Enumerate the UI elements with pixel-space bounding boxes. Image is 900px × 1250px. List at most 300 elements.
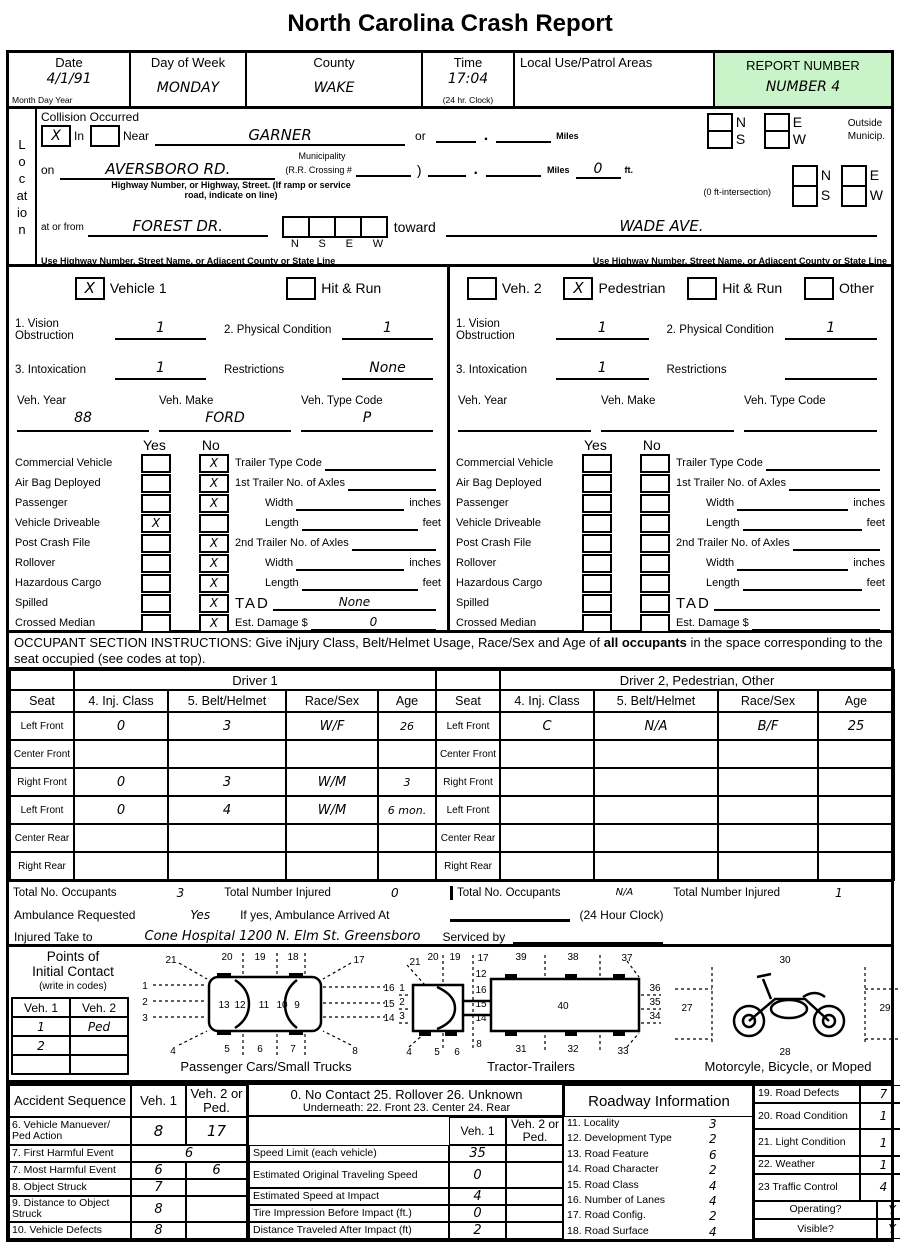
moto-diagram-panel <box>667 947 900 1080</box>
tractor-trailer-contact-diagram <box>395 947 667 1061</box>
injured-taken-value[interactable]: Cone Hospital 1200 N. Elm St. Greensboro <box>138 929 428 946</box>
distance-after-impact-label: Distance Traveled After Impact (ft) <box>249 1222 449 1239</box>
svg-text:30: 30 <box>779 955 791 966</box>
inj-class-cell-left[interactable] <box>74 824 168 852</box>
tire-impression-veh2-value[interactable] <box>506 1205 564 1222</box>
operating-value[interactable]: Y <box>877 1201 900 1220</box>
contact-title-line1: Points of <box>46 949 100 964</box>
intoxication-value[interactable]: 1 <box>115 360 206 380</box>
race-sex-cell-right[interactable] <box>718 768 818 796</box>
miles-blank-2[interactable] <box>496 129 551 143</box>
maneuver-veh1-value[interactable]: 8 <box>131 1117 186 1145</box>
trailer-field-value[interactable] <box>302 575 418 591</box>
no-checkbox[interactable] <box>640 494 670 513</box>
veh-year-value[interactable]: 88 <box>17 410 149 432</box>
miles-label-2: Miles <box>547 165 570 175</box>
trailer-field-label: 1st Trailer No. of Axles <box>235 477 346 489</box>
no-checkbox[interactable]: X <box>199 554 229 573</box>
trailer-field-value[interactable]: 0 <box>311 615 436 631</box>
bottom-tables-section <box>9 1083 896 1239</box>
decimal-dot-2: . <box>473 161 478 178</box>
no-checkbox[interactable]: X <box>199 534 229 553</box>
toward-street-value[interactable]: WADE AVE. <box>446 217 877 237</box>
yes-checkbox[interactable] <box>141 474 171 493</box>
trailer-field-value[interactable] <box>743 575 862 591</box>
impact-speed-veh2-value[interactable] <box>506 1188 564 1205</box>
or-label: or <box>415 129 426 143</box>
occupant-row <box>10 712 894 740</box>
e-direction-checkbox[interactable] <box>334 216 362 238</box>
tractor-diagram-caption: Tractor-Trailers <box>487 1059 575 1074</box>
occupant-row <box>10 740 894 768</box>
ew-checkbox-stack-2 <box>841 165 883 205</box>
yes-checkbox[interactable] <box>141 494 171 513</box>
attribute-label: Post Crash File <box>15 537 91 549</box>
inj-class-cell-right[interactable] <box>500 740 594 768</box>
occupant-row <box>10 824 894 852</box>
tractor-diagram-panel <box>395 947 667 1080</box>
trailer-field-label: Length <box>265 517 299 529</box>
seat-label-right: Right Rear <box>436 852 500 880</box>
light-condition-value[interactable]: 1 <box>860 1129 900 1156</box>
no-checkbox[interactable] <box>199 514 229 533</box>
race-sex-cell-right[interactable] <box>718 796 818 824</box>
distance-after-impact-veh2-value[interactable] <box>506 1222 564 1239</box>
svg-text:39: 39 <box>515 952 527 963</box>
age-cell-right[interactable] <box>818 824 894 852</box>
yes-checkbox[interactable] <box>582 494 612 513</box>
belt-helmet-cell-left[interactable]: 3 <box>168 768 286 796</box>
roadway-information-table <box>564 1085 754 1239</box>
contact-code-row <box>12 1017 128 1036</box>
total-occupants-value-left[interactable]: 3 <box>176 885 185 900</box>
traffic-control-value[interactable]: 4 <box>860 1174 900 1201</box>
svg-text:32: 32 <box>567 1044 579 1055</box>
outside-municip-label: Outside Municip. <box>847 118 885 142</box>
car-diagram-panel <box>137 947 395 1080</box>
trailer-field-value[interactable] <box>325 455 436 471</box>
yes-checkbox[interactable]: X <box>141 514 171 533</box>
yes-checkbox[interactable] <box>141 594 171 613</box>
maneuver-veh2-value[interactable]: 17 <box>186 1117 247 1145</box>
n-direction-checkbox[interactable] <box>282 216 310 238</box>
ambulance-requested-value[interactable]: Yes <box>190 908 211 922</box>
vehicle-attribute-row <box>456 453 885 473</box>
date-cell <box>9 53 131 106</box>
collision-occurred-label: Collision Occurred <box>41 110 140 124</box>
no-checkbox[interactable] <box>640 574 670 593</box>
yes-checkbox[interactable] <box>582 554 612 573</box>
svg-text:35: 35 <box>649 997 661 1008</box>
contact-veh2-code[interactable]: Ped <box>70 1017 128 1036</box>
at-or-from-label: at or from <box>41 221 84 233</box>
age-cell-right[interactable] <box>818 852 894 880</box>
inj-class-cell-right[interactable] <box>500 852 594 880</box>
trailer-field-value[interactable] <box>737 555 848 571</box>
race-sex-cell-right[interactable] <box>718 824 818 852</box>
race-sex-cell-left[interactable]: W/M <box>286 796 378 824</box>
vehicle2-column <box>450 267 891 630</box>
yes-checkbox[interactable] <box>141 454 171 473</box>
yes-checkbox[interactable] <box>582 534 612 553</box>
veh-year-label-2: Veh. Year <box>458 395 508 407</box>
near-checkbox[interactable] <box>90 125 120 147</box>
trailer-field-label: Trailer Type Code <box>676 457 763 469</box>
svg-text:36: 36 <box>649 983 661 994</box>
distance-after-impact-veh1-value[interactable]: 2 <box>449 1222 506 1239</box>
race-sex-cell-left[interactable]: W/F <box>286 712 378 740</box>
east-label: E <box>792 113 803 130</box>
north-checkbox-2[interactable] <box>792 165 818 187</box>
yes-checkbox[interactable] <box>141 554 171 573</box>
svg-text:3: 3 <box>142 1013 148 1024</box>
belt-helmet-cell-right[interactable] <box>594 740 718 768</box>
miles-blank-4[interactable] <box>486 163 541 177</box>
attribute-label: Crossed Median <box>15 617 96 629</box>
contact-codes-note: 0. No Contact 25. Rollover 26. Unknown Underneath: 22. Front 23. Center 24. Rear <box>249 1085 564 1117</box>
yes-checkbox[interactable] <box>141 614 171 633</box>
inj-class-cell-left[interactable]: 0 <box>74 768 168 796</box>
trailer-field-value[interactable] <box>743 515 862 531</box>
yes-checkbox[interactable] <box>582 574 612 593</box>
yes-checkbox[interactable] <box>582 614 612 633</box>
first-harmful-value[interactable]: 6 <box>131 1145 247 1162</box>
vehicle-type-checkbox-group[interactable] <box>563 277 665 300</box>
contact-veh1-code[interactable]: 2 <box>12 1036 70 1055</box>
ambulance-arrived-value[interactable] <box>450 908 570 922</box>
age-cell-left[interactable] <box>378 740 436 768</box>
feet-value[interactable]: 0 <box>576 161 621 179</box>
attribute-label: Commercial Vehicle <box>15 457 113 469</box>
trailer-field-label: Width <box>706 497 735 509</box>
vision-obstruction-label: 1. Vision Obstruction <box>15 318 74 342</box>
race-sex-cell-right[interactable] <box>718 852 818 880</box>
trailer-field-value[interactable] <box>766 455 880 471</box>
inj-class-cell-left[interactable]: 0 <box>74 712 168 740</box>
contact-code-row <box>12 1036 128 1055</box>
age-cell-left[interactable]: 3 <box>378 768 436 796</box>
yes-column-header-2: Yes <box>584 437 607 453</box>
vision-obstruction-value[interactable]: 1 <box>115 320 206 340</box>
impact-speed-veh1-value[interactable]: 4 <box>449 1188 506 1205</box>
trailer-field-value[interactable] <box>302 515 418 531</box>
no-checkbox[interactable] <box>640 514 670 533</box>
speed-limit-veh2-value[interactable] <box>506 1145 564 1162</box>
trailer-field-label: Length <box>265 577 299 589</box>
trailer-field-value[interactable] <box>352 535 436 551</box>
rr-crossing-blank[interactable] <box>356 163 411 177</box>
south-checkbox[interactable] <box>707 130 733 149</box>
no-checkbox[interactable] <box>640 534 670 553</box>
original-speed-veh1-value[interactable]: 0 <box>449 1162 506 1188</box>
svg-text:20: 20 <box>427 952 439 963</box>
tire-impression-veh1-value[interactable]: 0 <box>449 1205 506 1222</box>
south-checkbox-2[interactable] <box>792 185 818 207</box>
local-use-label: Local Use/Patrol Areas <box>520 55 653 70</box>
yes-checkbox[interactable] <box>141 574 171 593</box>
west-label: W <box>792 130 806 147</box>
vehicle-type-checkbox-group[interactable] <box>804 277 874 300</box>
decimal-dot: . <box>483 127 489 144</box>
seat-label-right: Center Front <box>436 740 500 768</box>
inj-class-cell-right[interactable] <box>500 796 594 824</box>
svg-text:11: 11 <box>258 1000 270 1011</box>
page-title: North Carolina Crash Report <box>287 10 613 37</box>
road-condition-value[interactable]: 1 <box>860 1103 900 1130</box>
total-injured-label-right: Total Number Injured <box>673 886 781 899</box>
road-defects-value[interactable]: 7 <box>860 1085 900 1103</box>
race-sex-cell-left[interactable] <box>286 852 378 880</box>
age-cell-right[interactable] <box>818 740 894 768</box>
age-cell-right[interactable] <box>818 796 894 824</box>
seat-label-right: Center Rear <box>436 824 500 852</box>
road-value[interactable]: AVERSBORO RD. <box>60 160 275 180</box>
trailer-field-label: Width <box>265 497 294 509</box>
object-struck-veh2-value[interactable] <box>186 1179 247 1196</box>
county-value[interactable]: WAKE <box>313 80 355 96</box>
restrictions-value-2[interactable] <box>785 360 878 380</box>
yes-checkbox[interactable] <box>582 594 612 613</box>
miles-blank-1[interactable] <box>436 129 476 143</box>
attribute-label: Vehicle Driveable <box>15 517 100 529</box>
belt-helmet-cell-right[interactable] <box>594 796 718 824</box>
yes-checkbox[interactable] <box>582 514 612 533</box>
no-checkbox[interactable]: X <box>199 474 229 493</box>
seat-label-right: Right Front <box>436 768 500 796</box>
inj-class-cell-left[interactable]: 0 <box>74 796 168 824</box>
race-sex-cell-right[interactable]: B/F <box>718 712 818 740</box>
total-injured-value-left[interactable]: 0 <box>390 885 399 900</box>
attribute-label: Post Crash File <box>456 537 532 549</box>
veh-make-value[interactable]: FORD <box>159 410 291 432</box>
no-checkbox[interactable]: X <box>199 594 229 613</box>
no-checkbox[interactable] <box>640 554 670 573</box>
west-checkbox[interactable] <box>764 130 790 149</box>
no-checkbox[interactable] <box>640 594 670 613</box>
svg-text:6: 6 <box>257 1044 263 1055</box>
svg-text:17: 17 <box>477 953 489 964</box>
date-value[interactable]: 4/1/91 <box>46 71 92 87</box>
from-street-value[interactable]: FOREST DR. <box>88 217 268 237</box>
attribute-label: Vehicle Driveable <box>456 517 541 529</box>
serviced-by-value[interactable] <box>513 930 663 944</box>
race-sex-cell-left[interactable] <box>286 740 378 768</box>
race-sex-cell-left[interactable] <box>286 824 378 852</box>
total-occupants-value-right[interactable]: N/A <box>615 887 634 898</box>
yes-checkbox[interactable] <box>582 474 612 493</box>
vision-obstruction-label-2: 1. Vision Obstruction <box>456 318 515 342</box>
race-sex-cell-left[interactable]: W/M <box>286 768 378 796</box>
contact-veh1-code[interactable]: 1 <box>12 1017 70 1036</box>
svg-text:14: 14 <box>383 1013 395 1024</box>
age-cell-left[interactable]: 26 <box>378 712 436 740</box>
vehicle-type-checkbox-group[interactable] <box>75 277 167 300</box>
trailer-field-label: Length <box>706 517 740 529</box>
accident-sequence-title: Accident Sequence <box>9 1085 131 1117</box>
vehicle-attribute-row <box>456 593 885 613</box>
svg-text:15: 15 <box>475 999 487 1010</box>
road-condition-row <box>754 1103 900 1130</box>
trailer-field-label: Est. Damage $ <box>676 617 749 629</box>
svg-text:4: 4 <box>170 1046 176 1057</box>
attribute-label: Rollover <box>456 557 497 569</box>
restrictions-value[interactable]: None <box>342 360 433 380</box>
no-checkbox[interactable]: X <box>199 454 229 473</box>
total-injured-value-right[interactable]: 1 <box>835 885 843 900</box>
day-of-week-label: Day of Week <box>150 55 226 70</box>
road-defects-label: 19. Road Defects <box>754 1085 860 1103</box>
svg-text:5: 5 <box>224 1044 230 1055</box>
seat-label-left: Right Front <box>10 768 74 796</box>
inj-class-cell-left[interactable] <box>74 740 168 768</box>
no-checkbox[interactable]: X <box>199 614 229 633</box>
belt-helmet-cell-left[interactable]: 3 <box>168 712 286 740</box>
veh-type-code-value-2[interactable] <box>744 410 877 432</box>
accident-sequence-table <box>9 1085 249 1239</box>
seat-label-left: Center Rear <box>10 824 74 852</box>
west-label-2: W <box>869 187 883 203</box>
distance-object-veh2-value[interactable] <box>186 1196 247 1222</box>
w-direction-checkbox[interactable] <box>360 216 388 238</box>
vehicle-type-checkbox-group[interactable] <box>467 277 542 300</box>
car-diagram-caption: Passenger Cars/Small Trucks <box>180 1059 352 1074</box>
yes-checkbox[interactable] <box>582 454 612 473</box>
physical-condition-label-2: 2. Physical Condition <box>666 324 774 336</box>
vision-obstruction-value-2[interactable]: 1 <box>556 320 649 340</box>
municipality-sublabel: Municipality <box>298 151 346 161</box>
vehicle-attribute-row <box>15 533 441 553</box>
time-sublabel: (24 hr. Clock) <box>442 95 494 105</box>
trailer-field-label: Trailer Type Code <box>235 457 322 469</box>
vehicle-type-checkbox-group[interactable] <box>286 277 381 300</box>
yes-checkbox[interactable] <box>141 534 171 553</box>
most-harmful-veh1-value[interactable]: 6 <box>131 1162 186 1179</box>
day-of-week-value[interactable]: MONDAY <box>156 80 220 96</box>
most-harmful-veh2-value[interactable]: 6 <box>186 1162 247 1179</box>
report-number-value[interactable]: NUMBER 4 <box>765 79 841 95</box>
speed-limit-veh1-value[interactable]: 35 <box>449 1145 506 1162</box>
race-sex-cell-right[interactable] <box>718 740 818 768</box>
trailer-field-label: Width <box>265 557 294 569</box>
west-checkbox-2[interactable] <box>841 185 867 207</box>
no-checkbox[interactable] <box>640 474 670 493</box>
trailer-field-value[interactable] <box>348 475 436 491</box>
vehicle-type-checkbox <box>286 277 316 300</box>
seat-label-right: Left Front <box>436 712 500 740</box>
svg-text:33: 33 <box>617 1046 629 1057</box>
in-label: In <box>74 129 85 143</box>
original-speed-veh2-value[interactable] <box>506 1162 564 1188</box>
veh-year-value-2[interactable] <box>458 410 591 432</box>
weather-value[interactable]: 1 <box>860 1156 900 1174</box>
municipality-value[interactable]: GARNER <box>155 126 405 146</box>
svg-text:14: 14 <box>475 1013 487 1024</box>
contact-veh1-code[interactable] <box>12 1055 70 1074</box>
contact-veh2-code[interactable] <box>70 1055 128 1074</box>
physical-condition-value[interactable]: 1 <box>342 320 433 340</box>
seat-label-right: Left Front <box>436 796 500 824</box>
no-checkbox[interactable] <box>640 454 670 473</box>
belt-helmet-cell-left[interactable] <box>168 740 286 768</box>
belt-helmet-cell-left[interactable] <box>168 824 286 852</box>
vehicle-attribute-row <box>15 513 441 533</box>
inj-class-cell-right[interactable] <box>500 824 594 852</box>
distance-object-veh1-value[interactable]: 8 <box>131 1196 186 1222</box>
east-checkbox-2[interactable] <box>841 165 867 187</box>
belt-helmet-cell-left[interactable] <box>168 852 286 880</box>
svg-text:21: 21 <box>165 955 177 966</box>
age-cell-right[interactable] <box>818 768 894 796</box>
north-label: N <box>735 113 746 130</box>
vehicle-attribute-row <box>456 493 885 513</box>
in-checkbox[interactable]: X <box>41 125 71 147</box>
vehicle-defects-veh1-value[interactable]: 8 <box>131 1222 186 1239</box>
trailer-field-value[interactable] <box>789 475 880 491</box>
trailer-field-value[interactable] <box>296 495 404 511</box>
time-value[interactable]: 17:04 <box>447 71 489 87</box>
speed-table <box>249 1085 564 1239</box>
trailer-field-value[interactable] <box>793 535 880 551</box>
svg-text:19: 19 <box>254 952 266 963</box>
contact-veh2-code[interactable] <box>70 1036 128 1055</box>
belt-helmet-cell-right[interactable]: N/A <box>594 712 718 740</box>
s-direction-checkbox[interactable] <box>308 216 336 238</box>
veh-year-label: Veh. Year <box>17 395 67 407</box>
date-label: Date <box>55 55 83 70</box>
trailer-field-unit: feet <box>866 517 885 529</box>
physical-condition-value-2[interactable]: 1 <box>785 320 878 340</box>
inj-class-cell-left[interactable] <box>74 852 168 880</box>
object-struck-veh1-value[interactable]: 7 <box>131 1179 186 1196</box>
belt-helmet-cell-right[interactable] <box>594 768 718 796</box>
moto-diagram-caption: Motorcyle, Bicycle, or Moped <box>704 1059 872 1074</box>
no-checkbox[interactable] <box>640 614 670 633</box>
trailer-field-value[interactable] <box>737 495 848 511</box>
trailer-field-value[interactable] <box>752 615 880 631</box>
belt-helmet-cell-left[interactable]: 4 <box>168 796 286 824</box>
occupant-table <box>9 669 895 881</box>
vehicle-type-checkbox-group[interactable] <box>687 277 782 300</box>
inj-class-cell-right[interactable]: C <box>500 712 594 740</box>
belt-helmet-cell-right[interactable] <box>594 824 718 852</box>
age-cell-left[interactable] <box>378 852 436 880</box>
vehicle-type-checkbox <box>687 277 717 300</box>
vehicle-defects-veh2-value[interactable] <box>186 1222 247 1239</box>
east-label-2: E <box>869 167 880 183</box>
trailer-field-unit: feet <box>422 517 441 529</box>
miles-blank-3[interactable] <box>428 163 466 177</box>
visible-label: Visible? <box>754 1219 877 1239</box>
visible-value[interactable]: Y <box>877 1219 900 1239</box>
age-cell-left[interactable]: 6 mon. <box>378 796 436 824</box>
seat-label-left: Right Rear <box>10 852 74 880</box>
trailer-field-value[interactable] <box>296 555 404 571</box>
veh-make-value-2[interactable] <box>601 410 734 432</box>
inj-class-cell-right[interactable] <box>500 768 594 796</box>
belt-helmet-cell-right[interactable] <box>594 852 718 880</box>
no-checkbox[interactable]: X <box>199 574 229 593</box>
trailer-field-value[interactable]: None <box>273 595 436 611</box>
age-cell-right[interactable]: 25 <box>818 712 894 740</box>
intoxication-value-2[interactable]: 1 <box>556 360 649 380</box>
no-checkbox[interactable]: X <box>199 494 229 513</box>
trailer-field-value[interactable] <box>714 595 880 611</box>
veh-type-code-value[interactable]: P <box>301 410 433 432</box>
vehicle-attribute-row <box>15 473 441 493</box>
age-cell-left[interactable] <box>378 824 436 852</box>
crash-report-form <box>6 50 894 1242</box>
ambulance-section <box>9 903 891 947</box>
